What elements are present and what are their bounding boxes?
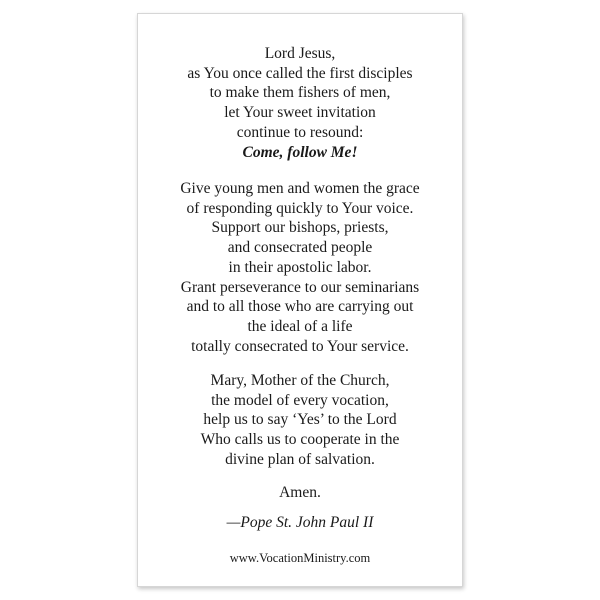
stanza-marian [138,371,462,470]
amen-block [138,483,462,503]
prayer-line: and to all those who are carrying out [186,298,414,316]
prayer-line: the model of every vocation, [211,391,389,409]
prayer-line: Support our bishops, priests, [211,219,389,237]
prayer-line: and consecrated people [227,239,373,257]
prayer-card [137,13,463,587]
prayer-line: totally consecrated to Your service. [191,337,409,355]
prayer-line: Who calls us to cooperate in the [200,431,400,449]
prayer-line: Lord Jesus, [264,45,336,62]
prayer-line: to make them fishers of men, [209,84,391,102]
prayer-line: continue to resound: [236,123,364,141]
stanza-petition [138,179,462,356]
stanza-opening [138,44,462,162]
prayer-line: in their apostolic labor. [228,258,372,276]
prayer-line: Mary, Mother of the Church, [210,372,390,389]
prayer-line: the ideal of a life [247,317,353,335]
prayer-line: help us to say ‘Yes’ to the Lord [203,411,397,429]
attribution-text: —Pope St. John Paul II [226,514,374,531]
prayer-line: Grant perseverance to our seminarians [180,278,420,296]
prayer-line: as You once called the first disciples [187,64,413,82]
prayer-line: divine plan of salvation. [225,450,375,468]
emphasis-line: Come, follow Me! [242,143,358,161]
website-text: www.VocationMinistry.com [229,551,371,565]
attribution-block [138,513,462,533]
website-block [138,550,462,566]
prayer-line: let Your sweet invitation [224,104,376,122]
prayer-line: of responding quickly to Your voice. [186,199,414,217]
amen-text: Amen. [279,484,321,501]
prayer-line: Give young men and women the grace [180,180,420,197]
